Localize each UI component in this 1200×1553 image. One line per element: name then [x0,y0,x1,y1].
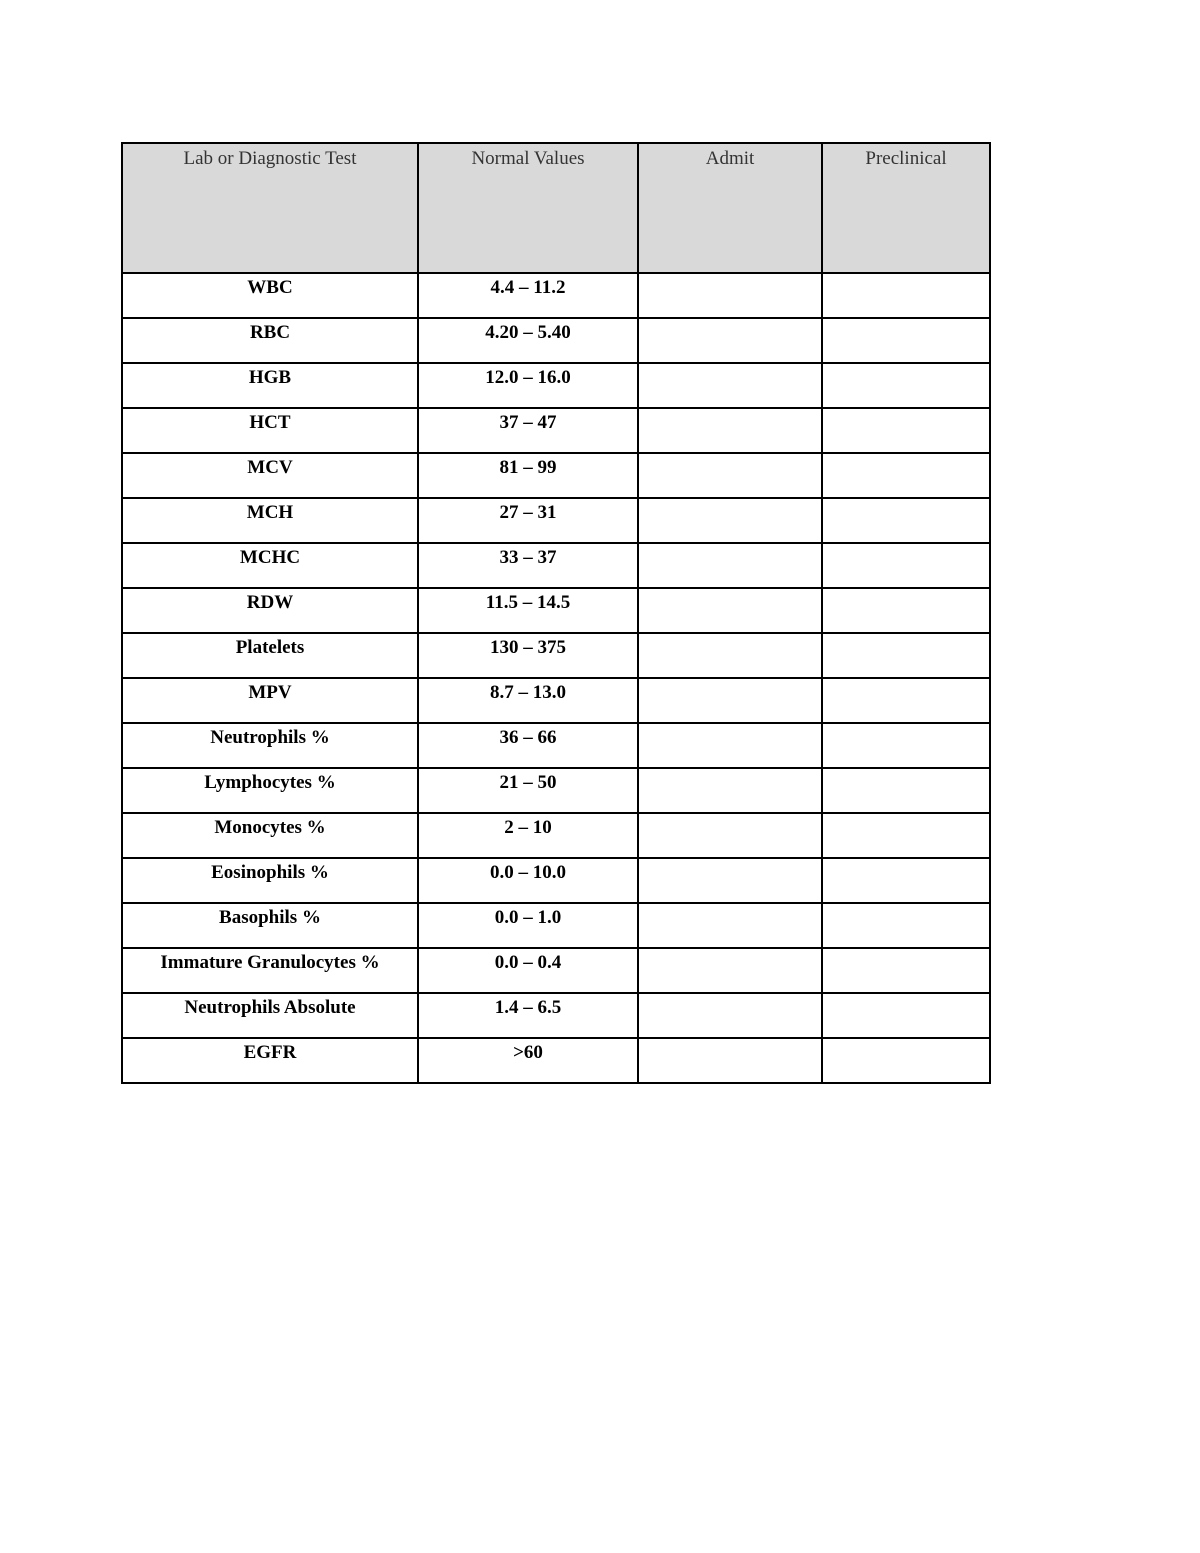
table-row [122,768,990,813]
header-admit: Admit [638,143,822,273]
row-preclinical-value [822,273,990,318]
table-row [122,903,990,948]
row-test-name: Lymphocytes % [122,768,418,813]
header-preclinical: Preclinical [822,143,990,273]
row-preclinical-value [822,678,990,723]
table-row [122,813,990,858]
table-body [122,273,990,1083]
row-admit-value [638,633,822,678]
table-header-row [122,143,990,273]
table-row [122,1038,990,1083]
row-admit-value [638,678,822,723]
header-lab-test: Lab or Diagnostic Test [122,143,418,273]
lab-values-table [121,142,991,1084]
row-admit-value [638,543,822,588]
row-normal-value: 130 – 375 [418,633,638,678]
row-preclinical-value [822,543,990,588]
row-admit-value [638,363,822,408]
row-test-name: MCV [122,453,418,498]
row-normal-value: 0.0 – 0.4 [418,948,638,993]
row-admit-value [638,768,822,813]
table-row [122,453,990,498]
row-normal-value: 21 – 50 [418,768,638,813]
row-preclinical-value [822,588,990,633]
row-test-name: Eosinophils % [122,858,418,903]
row-preclinical-value [822,408,990,453]
table-row [122,318,990,363]
row-test-name: Basophils % [122,903,418,948]
row-test-name: WBC [122,273,418,318]
row-admit-value [638,723,822,768]
row-admit-value [638,273,822,318]
row-normal-value: 8.7 – 13.0 [418,678,638,723]
table-row [122,363,990,408]
row-admit-value [638,1038,822,1083]
row-normal-value: 37 – 47 [418,408,638,453]
row-preclinical-value [822,453,990,498]
row-normal-value: 33 – 37 [418,543,638,588]
row-admit-value [638,453,822,498]
row-admit-value [638,903,822,948]
table-row [122,498,990,543]
row-normal-value: 4.4 – 11.2 [418,273,638,318]
row-normal-value: 1.4 – 6.5 [418,993,638,1038]
row-admit-value [638,318,822,363]
table-row [122,858,990,903]
row-admit-value [638,813,822,858]
row-test-name: HGB [122,363,418,408]
row-test-name: EGFR [122,1038,418,1083]
table-row [122,633,990,678]
row-normal-value: 27 – 31 [418,498,638,543]
row-test-name: Neutrophils % [122,723,418,768]
row-test-name: Platelets [122,633,418,678]
table-row [122,408,990,453]
row-test-name: Immature Granulocytes % [122,948,418,993]
row-preclinical-value [822,498,990,543]
row-test-name: MCHC [122,543,418,588]
row-normal-value: 11.5 – 14.5 [418,588,638,633]
row-admit-value [638,588,822,633]
row-normal-value: 36 – 66 [418,723,638,768]
row-test-name: Neutrophils Absolute [122,993,418,1038]
row-normal-value: 12.0 – 16.0 [418,363,638,408]
row-preclinical-value [822,1038,990,1083]
table-row [122,678,990,723]
row-preclinical-value [822,813,990,858]
row-test-name: HCT [122,408,418,453]
table-row [122,588,990,633]
row-preclinical-value [822,858,990,903]
row-test-name: MPV [122,678,418,723]
row-admit-value [638,858,822,903]
row-preclinical-value [822,723,990,768]
table-row [122,543,990,588]
row-test-name: Monocytes % [122,813,418,858]
row-normal-value: 2 – 10 [418,813,638,858]
row-normal-value: >60 [418,1038,638,1083]
table-row [122,948,990,993]
row-normal-value: 0.0 – 1.0 [418,903,638,948]
row-normal-value: 81 – 99 [418,453,638,498]
row-admit-value [638,408,822,453]
row-preclinical-value [822,363,990,408]
table-row [122,723,990,768]
table-row [122,273,990,318]
row-admit-value [638,948,822,993]
row-test-name: MCH [122,498,418,543]
header-normal-values: Normal Values [418,143,638,273]
row-preclinical-value [822,948,990,993]
row-preclinical-value [822,318,990,363]
row-admit-value [638,993,822,1038]
row-normal-value: 4.20 – 5.40 [418,318,638,363]
row-test-name: RDW [122,588,418,633]
row-preclinical-value [822,768,990,813]
row-preclinical-value [822,903,990,948]
row-preclinical-value [822,633,990,678]
row-admit-value [638,498,822,543]
row-test-name: RBC [122,318,418,363]
row-normal-value: 0.0 – 10.0 [418,858,638,903]
row-preclinical-value [822,993,990,1038]
table-row [122,993,990,1038]
